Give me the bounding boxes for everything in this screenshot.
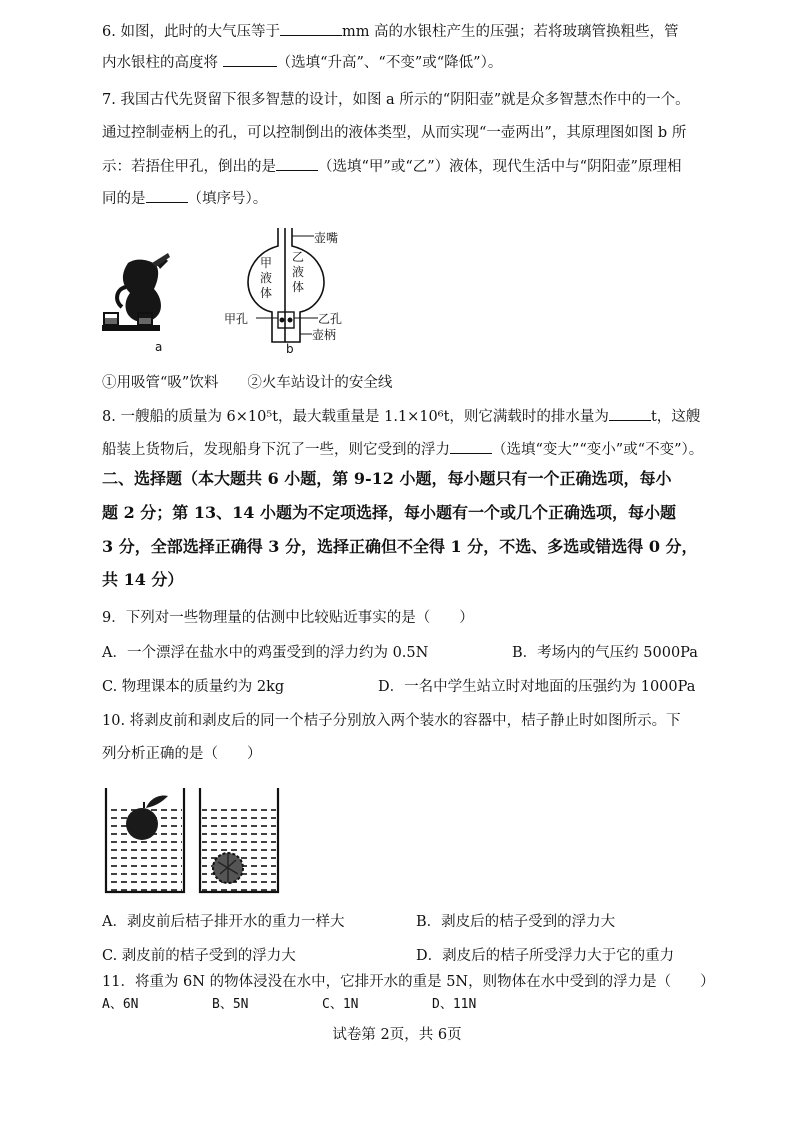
q10-line1: 10. 将剥皮前和剥皮后的同一个桔子分别放入两个装水的容器中，桔子静止时如图所示。下 [102,713,681,729]
q9-option-c: C. 物理课本的质量约为 2kg [102,679,285,695]
q10-option-c: C. 剥皮前的桔子受到的浮力大 [102,948,296,964]
label-handle: 壶柄 [312,328,337,342]
q8-text-c: 船装上货物后，发现船身下沉了一些，则它受到的浮力 [102,442,450,458]
q9-option-d: D．一名中学生站立时对地面的压强约为 1000Pa [378,679,696,695]
q11-option-d: D、11N [432,997,477,1012]
label-yi-liquid-3: 体 [292,280,305,294]
figure-a-caption: a [155,340,163,354]
label-yi-liquid [292,250,304,295]
q9-stem: 9．下列对一些物理量的估测中比较贴近事实的是（ ） [102,610,474,626]
q10-option-b: B．剥皮后的桔子受到的浮力大 [416,914,616,930]
q10-option-d: D．剥皮后的桔子所受浮力大于它的重力 [416,948,675,964]
figure-b-pot-diagram [226,224,356,359]
q7-text-c: 同的是 [102,191,146,207]
q7-line3 [102,156,681,177]
q7-line1: 7. 我国古代先贤留下很多智慧的设计，如图 a 所示的“阴阳壶”就是众多智慧杰作中的一个。 [102,92,690,108]
q9-option-a: A．一个漂浮在盐水中的鸡蛋受到的浮力约为 0.5N [102,645,429,661]
label-jia-liquid-1: 甲 [260,256,273,270]
q9-option-b: B．考场内的气压约 5000Pa [512,645,698,661]
label-yi-liquid-2: 液 [292,265,305,279]
q11-option-a: A、6N [102,997,139,1012]
q10-line2: 列分析正确的是（ ） [102,746,262,762]
q7-blank-1 [276,156,318,171]
q7-options: ①用吸管“吸”饮料 ②火车站设计的安全线 [102,375,393,391]
q7-text-d: （填序号）。 [187,191,268,207]
q6-blank-2 [223,52,277,67]
q11-option-c: C、1N [322,997,359,1012]
figure-orange-containers [100,782,280,897]
q10-option-a: A．剥皮前后桔子排开水的重力一样大 [102,914,345,930]
q7-line4 [102,188,267,209]
q7-text-a: 示：若捂住甲孔，倒出的是 [102,159,276,175]
label-jia-liquid [260,256,272,301]
q6-text-c: 内水银柱的高度将 [102,55,218,71]
q8-text-a: 8. 一艘船的质量为 6×10⁵t，最大载重量是 1.1×10⁶t，则它满载时的排水量为 [102,409,609,425]
section2-line2: 题 2 分；第 13、14 小题为不定项选择，每小题有一个或几个正确选项，每小题 [102,503,676,522]
q6-text-a: 6. 如图，此时的大气压等于 [102,24,280,40]
q8-line1 [102,406,700,427]
figure-a-pot-photo [100,245,200,357]
page-footer: 试卷第 2页，共 6页 [332,1027,462,1043]
label-jia-liquid-3: 体 [260,286,273,300]
label-yi-hole: 乙孔 [318,312,343,326]
q6-text-d: （选填“升高”、“不变”或“降低”）。 [276,55,503,71]
label-jia-liquid-2: 液 [260,271,273,285]
q11-option-b: B、5N [212,997,249,1012]
q8-line2 [102,439,703,460]
section2-line4: 共 14 分） [102,570,184,589]
q8-text-d: （选填“变大”“变小”或“不变”）。 [492,442,704,458]
q8-blank-2 [450,439,492,454]
label-yi-liquid-1: 乙 [292,250,305,264]
label-jia-hole: 甲孔 [224,312,249,326]
q7-text-b: （选填“甲”或“乙”）液体，现代生活中与“阴阳壶”原理相 [318,159,682,175]
section2-line1: 二、选择题（本大题共 6 小题，第 9-12 小题，每小题只有一个正确选项，每小 [102,469,672,488]
q11-stem: 11．将重为 6N 的物体浸没在水中，它排开水的重是 5N，则物体在水中受到的浮力是（ ） [102,974,715,990]
label-spout: 壶嘴 [314,231,339,245]
q6-line1 [102,21,679,42]
figure-b-caption: b [286,342,294,356]
q7-line2: 通过控制壶柄上的孔，可以控制倒出的液体类型，从而实现“一壶两出”，其原理图如图 b 所 [102,125,687,141]
q8-blank-1 [609,406,651,421]
q8-text-b: t，这艘 [650,409,701,425]
q7-blank-2 [146,188,188,203]
q6-text-b: mm 高的水银柱产生的压强；若将玻璃管换粗些，管 [341,24,679,40]
q6-line2 [102,52,502,73]
q6-blank-1 [280,21,342,36]
section2-line3: 3 分，全部选择正确得 3 分，选择正确但不全得 1 分，不选、多选或错选得 0 分， [102,537,698,556]
